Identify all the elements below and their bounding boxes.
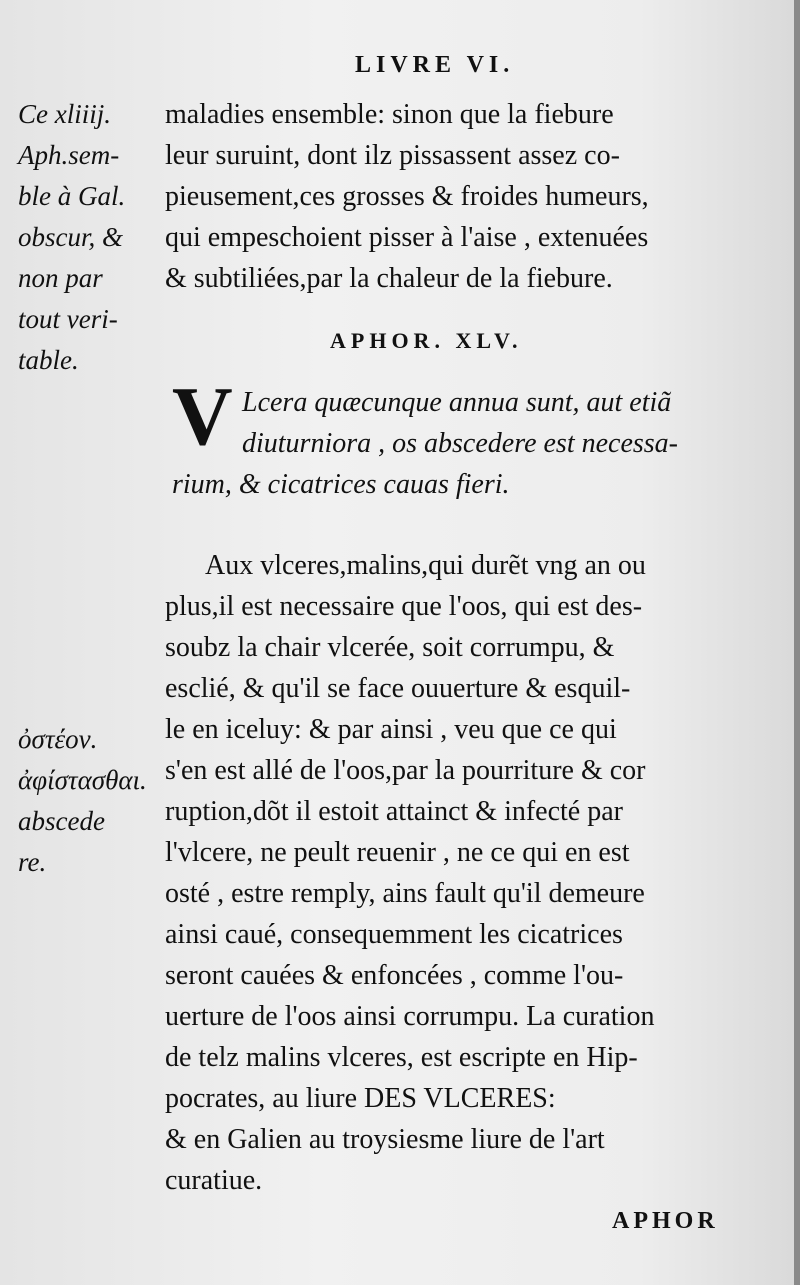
margin-note-2 xyxy=(18,720,147,884)
text-line: pieusement,ces grosses & froides humeurs, xyxy=(165,181,649,212)
margin-line: non par xyxy=(18,263,103,293)
margin-line: tout veri- xyxy=(18,304,118,334)
margin-line: ἀφίστασθαι. xyxy=(18,765,147,795)
text-line: esclié, & qu'il se face ouuerture & esquil- xyxy=(165,673,631,704)
margin-line: Aph.sem- xyxy=(18,140,120,170)
text-line: le en iceluy: & par ainsi , veu que ce qui xyxy=(165,714,617,745)
text-line: curatiue. xyxy=(165,1165,263,1196)
page-edge xyxy=(794,0,800,1285)
margin-line: table. xyxy=(18,345,79,375)
margin-line: abscede xyxy=(18,806,105,836)
text-line: ruption,dõt il estoit attainct & infecté par xyxy=(165,796,623,827)
text-line: uerture de l'oos ainsi corrumpu. La curation xyxy=(165,1001,655,1032)
text-line: & subtiliées,par la chaleur de la fiebure. xyxy=(165,263,613,294)
text-line: & en Galien au troysiesme liure de l'art xyxy=(165,1124,605,1155)
text-line: Aux vlceres,malins,qui durẽt vng an ou xyxy=(205,550,646,581)
running-header: LIVRE VI. xyxy=(355,52,515,78)
margin-note-1 xyxy=(18,95,125,382)
text-line: qui empeschoient pisser à l'aise , extenuées xyxy=(165,222,649,253)
text-line: s'en est allé de l'oos,par la pourriture & cor xyxy=(165,755,646,786)
latin-aphorism xyxy=(172,370,772,505)
text-line: de telz malins vlceres, est escripte en Hip- xyxy=(165,1042,638,1073)
margin-line: obscur, & xyxy=(18,222,124,252)
margin-line: re. xyxy=(18,847,47,877)
text-line: ainsi caué, consequemment les cicatrices xyxy=(165,919,623,950)
text-line: maladies ensemble: sinon que la fiebure xyxy=(165,99,614,130)
text-line: plus,il est necessaire que l'oos, qui est des- xyxy=(165,591,643,622)
latin-line: diuturniora , os abscedere est necessa- xyxy=(242,428,678,459)
text-line: seront cauées & enfoncées , comme l'ou- xyxy=(165,960,624,991)
text-block-2 xyxy=(165,545,775,1201)
aphorism-title: APHOR. XLV. xyxy=(330,328,523,353)
text-block-1 xyxy=(165,94,775,299)
text-line: l'vlcere, ne peult reuenir , ne ce qui en est xyxy=(165,837,630,868)
catchword: APHOR xyxy=(612,1208,719,1234)
drop-cap: V xyxy=(172,370,233,463)
text-line: osté , estre remply, ains fault qu'il demeure xyxy=(165,878,645,909)
latin-line: Lcera quæcunque annua sunt, aut etiã xyxy=(242,387,672,418)
text-line: leur suruint, dont ilz pissassent assez co- xyxy=(165,140,620,171)
margin-line: Ce xliiij. xyxy=(18,99,111,129)
latin-line: rium, & cicatrices cauas fieri. xyxy=(172,469,510,500)
text-line: pocrates, au liure DES VLCERES: xyxy=(165,1083,556,1114)
margin-line: ble à Gal. xyxy=(18,181,126,211)
margin-line: ὀστέον. xyxy=(18,724,98,754)
text-line: soubz la chair vlcerée, soit corrumpu, & xyxy=(165,632,615,663)
